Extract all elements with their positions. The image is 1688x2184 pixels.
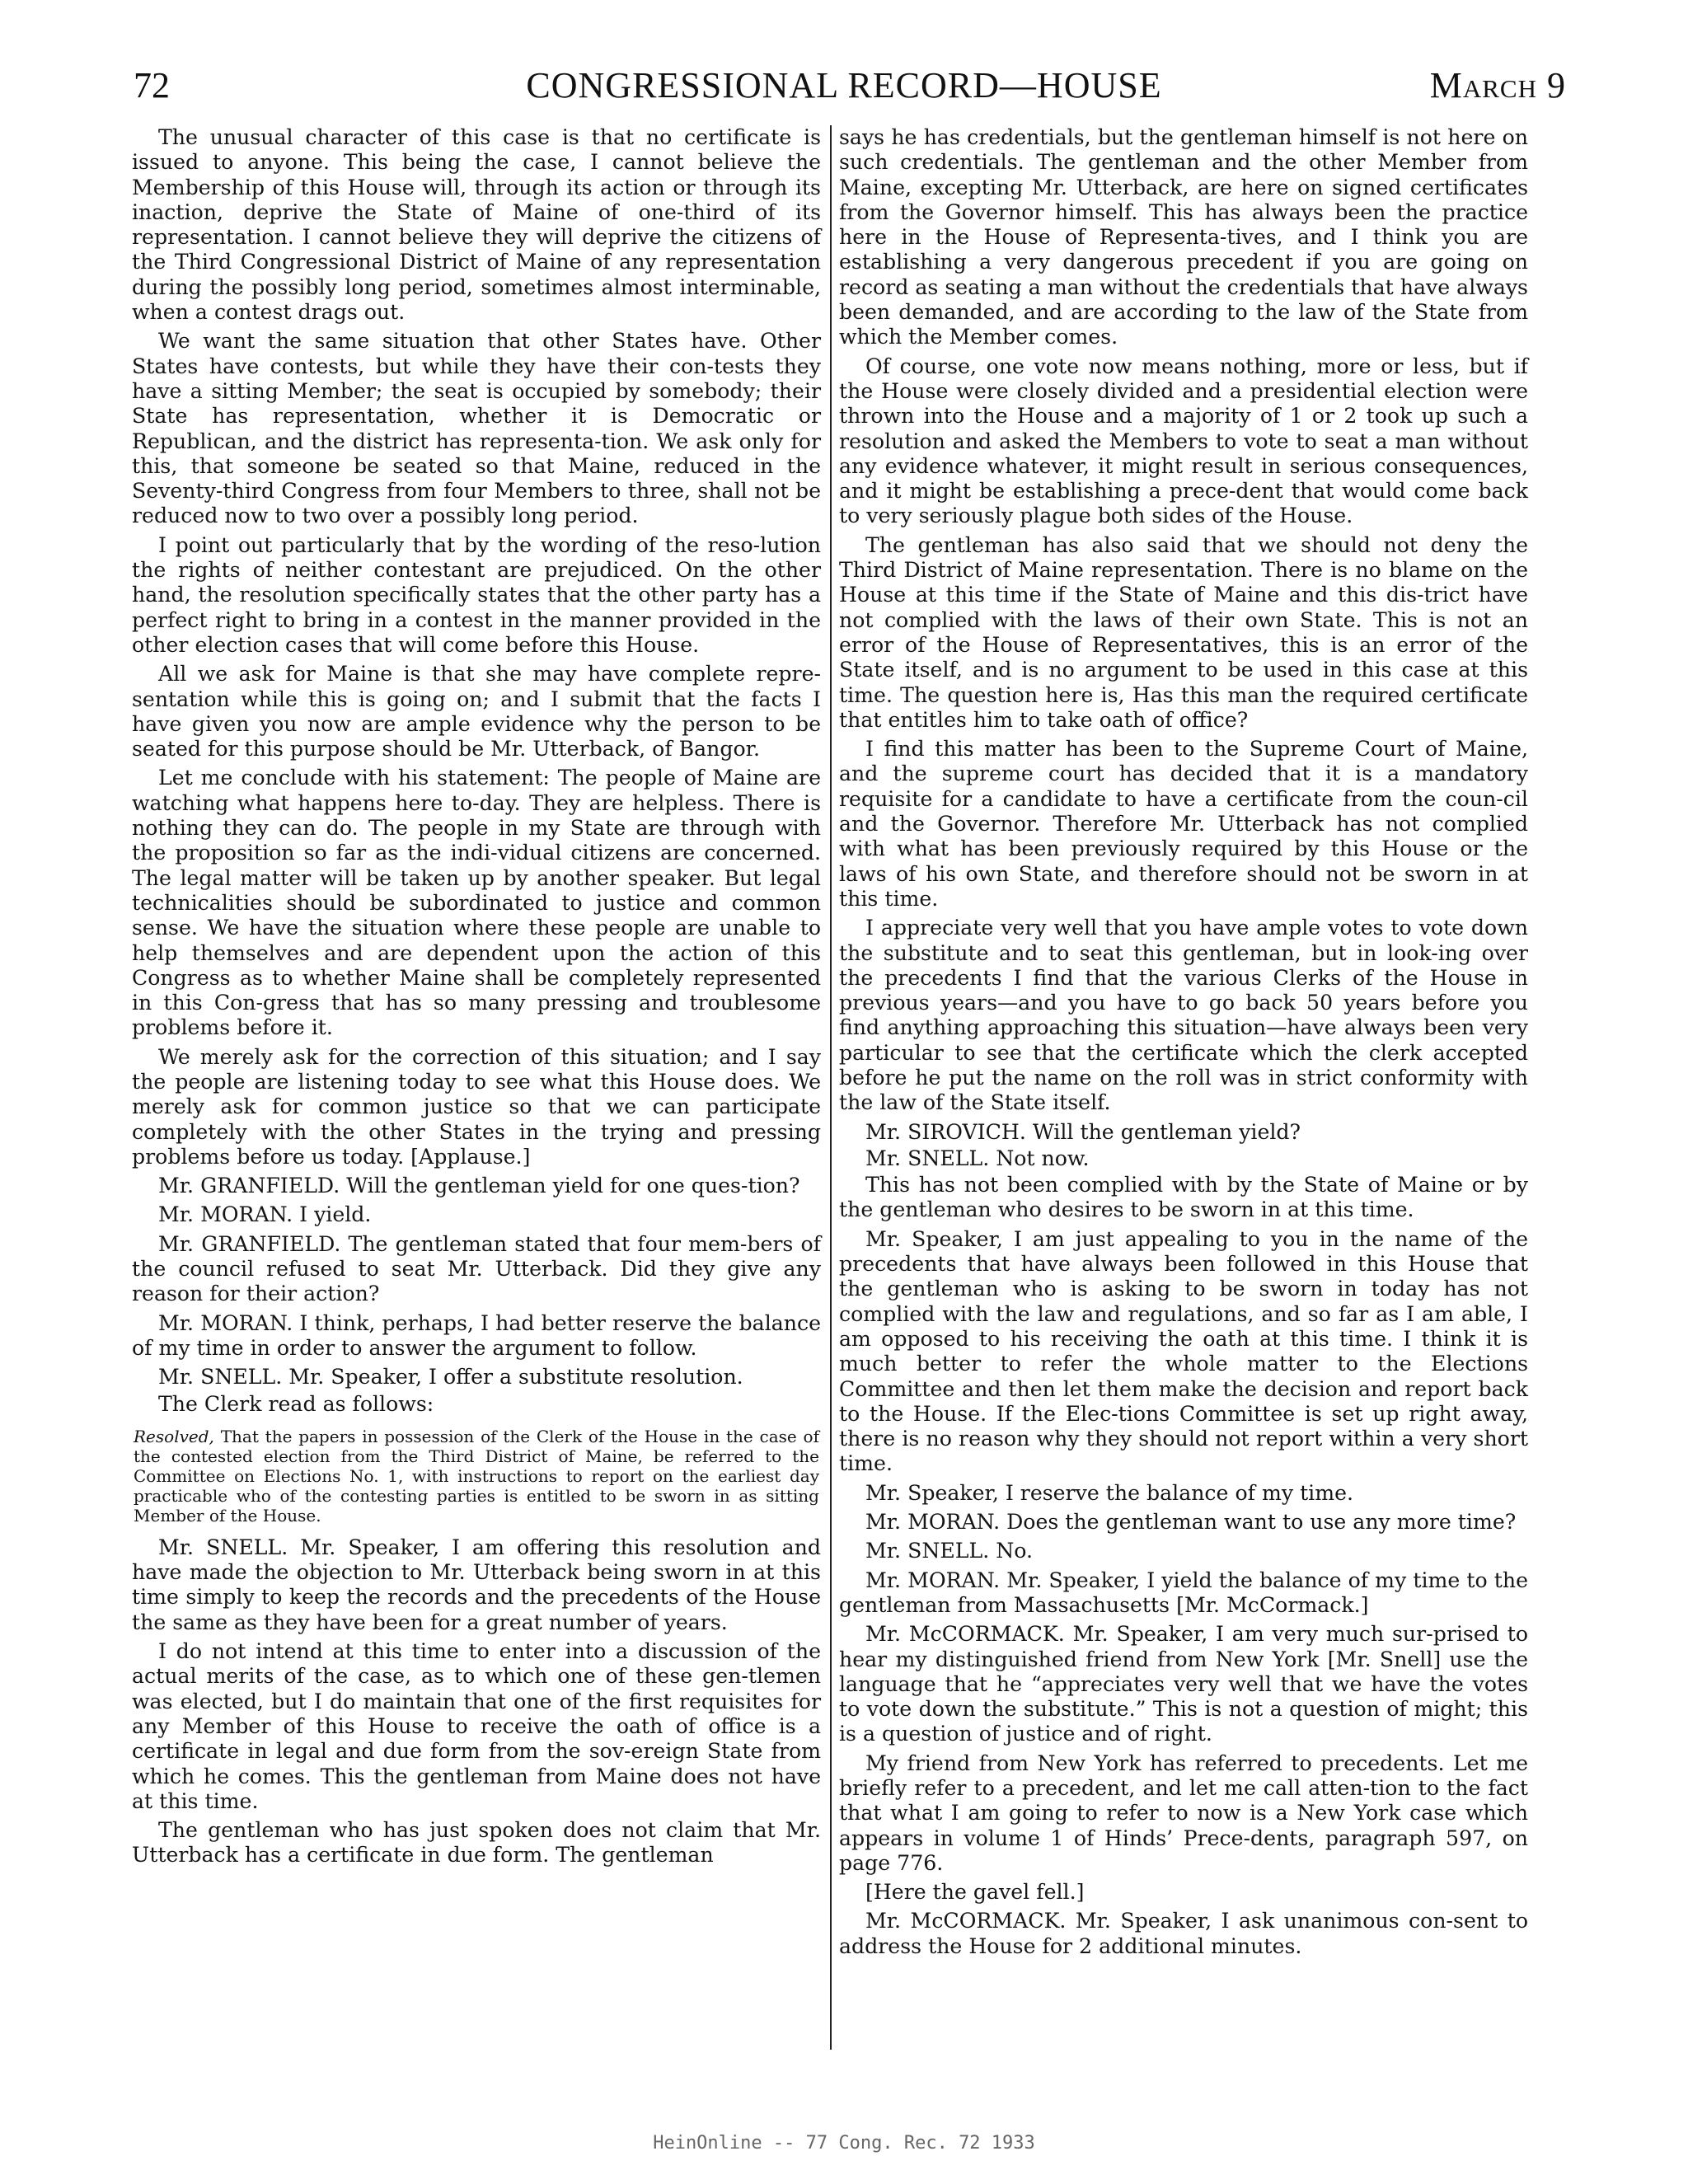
page-date: March 9 (1429, 65, 1566, 105)
paragraph: We want the same situation that other States have. Other States have contests, but while they have their con-tests they have a sitting Member; the seat is occupied by somebody; their State has representation, whether it is Democratic or Republican, and the district has representa-tion. We ask only for this, that someone be seated so that Maine, reduced in the Seventy-third Congress from four Members to three, shall not be reduced now to two over a possibly long period. (132, 329, 821, 528)
source-footer: HeinOnline -- 77 Cong. Rec. 72 1933 (653, 2133, 1035, 2154)
paragraph: I appreciate very well that you have ample votes to vote down the substitute and to seat this gentleman, but in look-ing over the precedents I find that the various Clerks of the House in previous years—and you have to go back 50 years before you find anything approaching this situation—have always been very particular to see that the certificate which the clerk accepted before he put the name on the roll was in strict conformity with the law of the State itself. (839, 916, 1528, 1115)
column-divider (830, 125, 832, 2050)
resolution-lead: Resolved, (134, 1426, 214, 1446)
paragraph: The unusual character of this case is that no certificate is issued to anyone. This being the case, I cannot believe the Membership of this House will, through its action or through its inaction, deprive the State of Maine of one-third of its representation. I cannot believe they will deprive the citizens of the Third Congressional District of Maine of any representation during the possibly long period, sometimes almost interminable, when a contest drags out. (132, 125, 821, 325)
paragraph: Mr. SNELL. Mr. Speaker, I offer a substitute resolution. (158, 1365, 743, 1390)
page-number: 72 (134, 65, 170, 105)
left-column (132, 125, 821, 1872)
paragraph: My friend from New York has referred to precedents. Let me briefly refer to a precedent, and let me call atten-tion to the fact that what I am going to refer to now is a New York case which appears in volume 1 of Hinds’ Prece-dents, paragraph 597, on page 776. (839, 1750, 1528, 1875)
right-column (839, 125, 1528, 1963)
paragraph: Mr. SIROVICH. Will the gentleman yield? (865, 1119, 1301, 1144)
paragraph: Mr. MORAN. I yield. (158, 1202, 372, 1227)
paragraph: Let me conclude with his statement: The people of Maine are watching what happens here to-day. They are helpless. There is nothing they can do. The people in my State are through with the proposition so far as the indi-vidual citizens are concerned. The legal matter will be taken up by another speaker. But legal technicalities should be subordinated to justice and common sense. We have the situation where these people are unable to help themselves and are dependent upon the action of this Congress as to whether Maine shall be completely represented in this Con-gress that has so many pressing and troublesome problems before it. (132, 766, 821, 1040)
paragraph: Mr. GRANFIELD. The gentleman stated that four mem-bers of the council refused to seat Mr. Utterback. Did they give any reason for their action? (132, 1231, 821, 1306)
resolution-text (132, 1427, 821, 1526)
paragraph: Of course, one vote now means nothing, more or less, but if the House were closely divided and a presidential election were thrown into the House and a majority of 1 or 2 took up such a resolution and asked the Members to vote to seat a man without any evidence whatever, it might result in serious consequences, and it might be establishing a prece-dent that would come back to very seriously plague both sides of the House. (839, 354, 1528, 528)
paragraph: Mr. McCORMACK. Mr. Speaker, I am very much sur-prised to hear my distinguished friend from New York [Mr. Snell] use the language that he “appreciates very well that we have the votes to vote down the substitute.” This is not a question of might; this is a question of justice and of right. (839, 1622, 1528, 1746)
paragraph: The Clerk read as follows: (158, 1391, 434, 1416)
paragraph: I point out particularly that by the wording of the reso-lution the rights of neither contestant are prejudiced. On the other hand, the resolution specifically states that the other party has a perfect right to bring in a contest in the manner provided in the other election cases that will come before this House. (132, 532, 821, 657)
paragraph: says he has credentials, but the gentleman himself is not here on such credentials. The gentleman and the other Member from Maine, excepting Mr. Utterback, are here on signed certificates from the Governor himself. This has always been the practice here in the House of Representa-tives, and I think you are establishing a very dangerous precedent if you are going on record as seating a man without the credentials that have always been demanded, and are according to the law of the State from which the Member comes. (839, 125, 1528, 349)
paragraph: Mr. MORAN. Mr. Speaker, I yield the balance of my time to the gentleman from Massachusetts [Mr. McCormack.] (839, 1568, 1528, 1617)
paragraph: Mr. MORAN. I think, perhaps, I had better reserve the balance of my time in order to answer the argument to follow. (132, 1310, 821, 1360)
paragraph: Mr. SNELL. No. (865, 1539, 1033, 1563)
paragraph: The gentleman who has just spoken does not claim that Mr. Utterback has a certificate in due form. The gentleman (132, 1818, 821, 1868)
paragraph: The gentleman has also said that we should not deny the Third District of Maine representation. There is no blame on the House at this time if the State of Maine and this dis-trict have not complied with the laws of their own State. This is not an error of the House of Representatives, this is an error of the State itself, and is no argument to be used in this case at this time. The question here is, Has this man the required certificate that entitles him to take oath of office? (839, 532, 1528, 732)
paragraph: Mr. GRANFIELD. Will the gentleman yield for one ques-tion? (158, 1174, 800, 1198)
paragraph: We merely ask for the correction of this situation; and I say the people are listening today to see what this House does. We merely ask for common justice so that we can participate completely with the other States in the trying and pressing problems before us today. [Applause.] (132, 1044, 821, 1169)
paragraph: [Here the gavel fell.] (865, 1880, 1085, 1905)
paragraph: Mr. SNELL. Mr. Speaker, I am offering this resolution and have made the objection to Mr. Utterback being sworn in at this time simply to keep the records and the precedents of the House the same as they have been for a great number of years. (132, 1535, 821, 1634)
paragraph: Mr. SNELL. Not now. (865, 1146, 1090, 1170)
paragraph: Mr. Speaker, I am just appealing to you in the name of the precedents that have always been followed in this House that the gentleman who is asking to be sworn in today has not complied with the law and regulations, and so far as I am able, I am opposed to his receiving the oath at this time. I think it is much better to refer the whole matter to the Elections Committee and then let them make the decision and report back to the House. If the Elec-tions Committee is set up right away, there is no reason why they should not report within a very short time. (839, 1226, 1528, 1476)
paragraph: Mr. MORAN. Does the gentleman want to use any more time? (865, 1510, 1517, 1535)
paragraph: All we ask for Maine is that she may have complete repre-sentation while this is going on; and I submit that the facts I have given you now are ample evidence why the person to be seated for this purpose should be Mr. Utterback, of Bangor. (132, 662, 821, 762)
paragraph: Mr. McCORMACK. Mr. Speaker, I ask unanimous con-sent to address the House for 2 additional minutes. (839, 1909, 1528, 1958)
paragraph: I find this matter has been to the Supreme Court of Maine, and the supreme court has decided that it is a mandatory requisite for a candidate to have a certificate from the coun-cil and the Governor. Therefore Mr. Utterback has not complied with what has been previously required by this House or the laws of his own State, and therefore should not be sworn in at this time. (839, 737, 1528, 911)
resolution-body: That the papers in possession of the Clerk of the House in the case of the contested election from the Third District of Maine, be referred to the Committee on Elections No. 1, with instructions to report on the earliest day practicable who of the contesting parties is entitled to be sworn in as sitting Member of the House. (134, 1426, 819, 1526)
paragraph: Mr. Speaker, I reserve the balance of my time. (865, 1480, 1354, 1505)
page-title: CONGRESSIONAL RECORD—HOUSE (526, 65, 1162, 105)
paragraph: This has not been complied with by the State of Maine or by the gentleman who desires to be sworn in at this time. (839, 1173, 1528, 1222)
paragraph: I do not intend at this time to enter into a discussion of the actual merits of the case, as to which one of these gen-tlemen was elected, but I do maintain that one of the first requisites for any Member of this House to receive the oath of office is a certificate in legal and due form from the sov-ereign State from which he comes. This the gentleman from Maine does not have at this time. (132, 1639, 821, 1813)
